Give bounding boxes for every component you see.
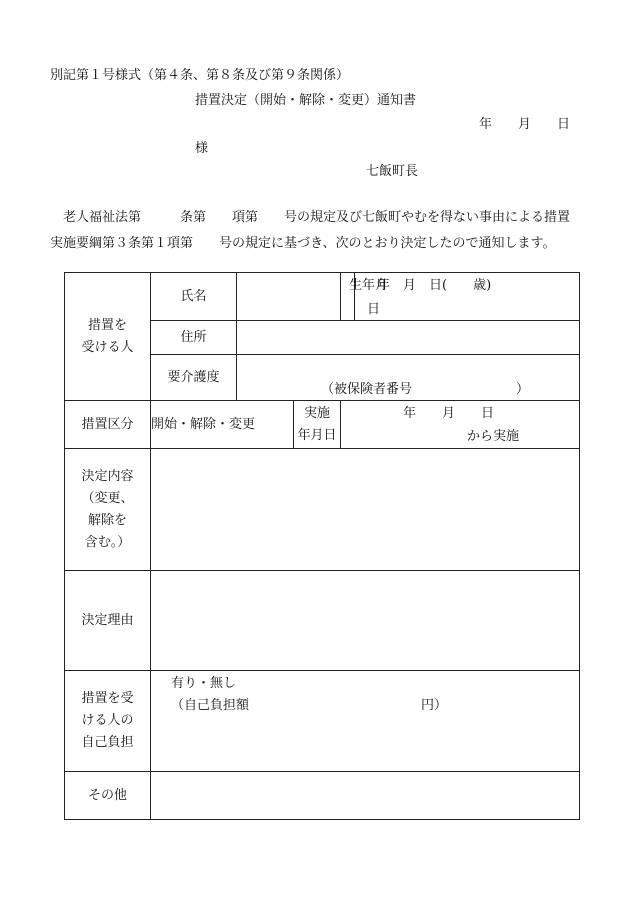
name-field[interactable] (237, 273, 341, 321)
implementation-date-value: 年 月 日 (403, 406, 495, 421)
implementation-date-field[interactable] (341, 401, 580, 449)
issue-date: 年 月 日 (479, 117, 571, 132)
decision-reason-field[interactable] (151, 571, 580, 671)
implementation-from-text: から実施 (467, 429, 520, 444)
decision-reason-label: 決定理由 (65, 571, 151, 671)
decision-content-label (65, 449, 151, 571)
birthdate-label (341, 273, 389, 321)
care-level-label: 要介護度 (151, 355, 237, 401)
decision-content-field[interactable] (151, 449, 580, 571)
category-value[interactable]: 開始・解除・変更 (151, 401, 294, 449)
birthdate-value: 年 月 日( 歳) (377, 278, 492, 293)
decision-label-line-2: （変更、 (81, 490, 134, 506)
issuer-name: 七飯町長 (366, 164, 419, 179)
self-burden-amount-unit: 円） (421, 698, 448, 713)
birthdate-field[interactable] (355, 273, 580, 321)
category-label: 措置区分 (65, 401, 151, 449)
other-field[interactable] (151, 772, 580, 820)
insured-number-label: （被保険者番号 ） (321, 382, 530, 397)
implementation-date-label-line-1: 実施 (303, 405, 330, 421)
self-burden-label-line-3: 自己負担 (81, 735, 134, 750)
address-label: 住所 (151, 321, 237, 355)
name-label: 氏名 (151, 273, 237, 321)
notice-form-table (64, 272, 580, 820)
address-field[interactable] (237, 321, 580, 355)
decision-label-line-4: 含む。） (84, 534, 131, 550)
implementation-date-label-line-2: 年月日 (297, 427, 337, 443)
other-label: その他 (65, 772, 151, 820)
document-title: 措置決定（開始・解除・変更）通知書 (195, 93, 417, 108)
self-burden-field[interactable] (151, 671, 580, 772)
birthdate-label-line-1: 生年月 (349, 278, 389, 293)
subject-label-line-1: 措置を (87, 317, 127, 333)
care-level-field[interactable] (237, 355, 580, 401)
self-burden-label (65, 671, 151, 772)
implementation-date-label (294, 401, 341, 449)
self-burden-yes-no: 有り・無し (171, 676, 237, 691)
body-paragraph: 老人福祉法第 条第 項第 号の規定及び七飯町やむを得ない事由による措置実施要綱第３条第１項第 号の規定に基づき、次のとおり決定したので通知します。 (50, 210, 571, 251)
subject-label-line-2: 受ける人 (81, 339, 134, 355)
self-burden-label-line-1: 措置を受 (81, 691, 134, 706)
form-reference: 別記第１号様式（第４条、第８条及び第９条関係） (50, 68, 350, 83)
subject-label (65, 273, 151, 401)
self-burden-amount-label: （自己負担額 (171, 698, 250, 713)
addressee-honorific: 様 (195, 141, 209, 156)
birthdate-label-line-2: 日 (367, 302, 381, 317)
self-burden-label-line-2: ける人の (81, 713, 134, 728)
decision-label-line-3: 解除を (87, 512, 127, 528)
decision-label-line-1: 決定内容 (81, 468, 134, 484)
